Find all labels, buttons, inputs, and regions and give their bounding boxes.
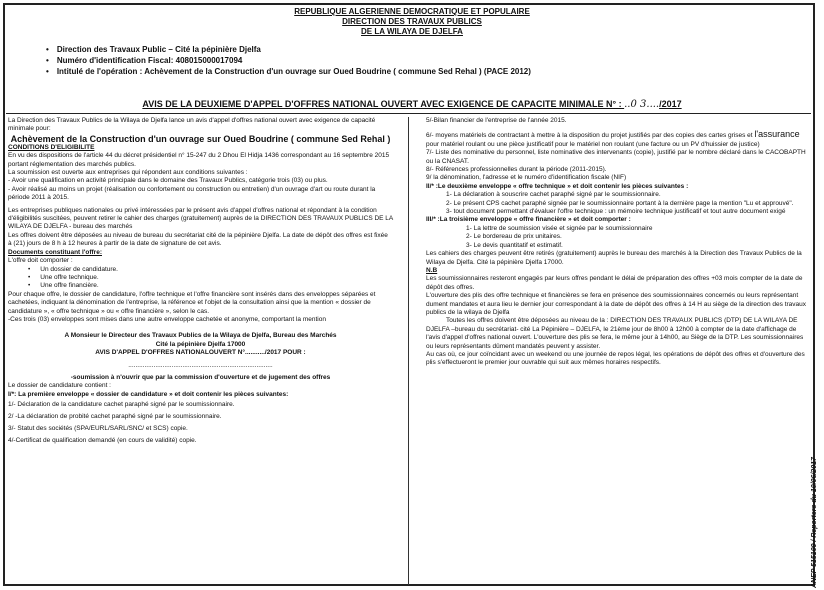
operation-title: Achèvement de la Construction d'un ouvrage sur Oued Boudrine ( commune Sed Rehal ) [10, 133, 391, 144]
nb-text: Au cas où, ce jour coïncidant avec un weekend ou une journée de repos légal, les opérations de dépôt des offres et d'ouverture des plis s'effectueront le premier jour ouvrable qui suit aux mêmes horaires respectifs. [426, 350, 805, 367]
dossier-item: 3/- Statut des sociétés (SPA/EURL/SARL/SNC/ et SCS) copie. [8, 425, 188, 433]
avis-title-text: AVIS DE LA DEUXIEME D'APPEL D'OFFRES NATIONAL OUVERT AVEC EXIGENCE DE CAPACITE MINIMALE N° : [142, 99, 625, 109]
envelope-3-item: 1- La lettre de soumission visée et signée par le soumissionnaire [466, 224, 653, 232]
document-item: • Un dossier de candidature. [8, 266, 393, 274]
document-item: • Une offre financière. [8, 282, 393, 290]
header-line-2: DIRECTION DES TRAVAUX PUBLICS [342, 17, 482, 26]
dossier-intro: Le dossier de candidature contient : [8, 382, 111, 390]
paragraph: -Ces trois (03) enveloppes sont mises dans une autre enveloppe cachetée et anonyme, comportant la mention [8, 315, 326, 323]
conditions-text-2: La soumission est ouverte aux entreprises qui répondent aux conditions suivantes : [8, 169, 248, 177]
documents-intro: L'offre doit comporter : [8, 257, 73, 265]
nb-text: L'ouverture des plis des offre technique et financières se fera en présence des soumissionnaires concernés ou leurs représentant dument mandates et aura lieu le dernier jour correspondant à la date de dépôt des offres à 14 H au siège de la direction des travaux publics de la wilaya de Djelfa [426, 292, 807, 316]
right-item: 9/ la dénomination, l'adresse et le numéro d'identification fiscale (NIF) [426, 174, 627, 182]
cahiers-note: Les cahiers des charges peuvent être retirés (gratuitement) auprès le bureau des marchés à la Direction des Travaux Publics de la Wilaya de Djelfa. Cité la pépinière Djelfa 17000. [426, 250, 802, 266]
envelope-3-title: III/* :La troisième enveloppe « offre financière » et doit comporter : [426, 216, 631, 224]
envelope-3-item: 2- Le bordereau de prix unitaires. [466, 233, 562, 241]
dossier-item: 1/- Déclaration de la candidature cachet paraphé signé par le soumissionnaire. [8, 401, 235, 409]
dotted-line: ................................................................................ [128, 361, 273, 369]
right-item: 8/- Références professionnelles durant la période (2011-2015). [426, 166, 607, 174]
dossier-item: 2/ -La déclaration de probité cachet paraphé signé par le soumissionnaire. [8, 413, 222, 421]
nb-title: N.B [426, 266, 438, 274]
right-item-text: pour matériel roulant ou une pièce justificatif pour le matériel non roulant (une facture ou un PV d'huissier de justice) [426, 140, 760, 148]
envelope-2-item: 2- Le présent CPS cachet paraphé signée par le soumissionnaire portant à la dernière page la mention "Lu et approuvé". [446, 199, 794, 207]
right-item-emphasis: l'assurance [754, 129, 800, 140]
paragraph: Les offres doivent être déposées au niveau de bureau du secrétariat cité de la pépinière Djelfa. La date de dépôt des offres est fixée à (21) jours de 8 h à 12 heures à partir de la date de signature de cet avis. [8, 231, 388, 248]
nb-text: Les soumissionnaires resteront engagés par leurs offres pendant le délai de préparation des offres +03 mois compter de la date de dépôt des offres. [426, 275, 803, 291]
address-line: A Monsieur le Directeur des Travaux Publics de la Wilaya de Djelfa, Bureau des Marchés [64, 332, 337, 340]
right-item-text: 6/- moyens matériels de contractant à mettre à la disposition du projet justifiés par des copies des cartes grises et [426, 132, 753, 140]
header-line-1: REPUBLIQUE ALGERIENNE DEMOCRATIQUE ET POPULAIRE [294, 7, 530, 16]
envelope-2-item: 1- La déclaration à souscrire cachet paraphé signé par le soumissionnaire. [446, 191, 661, 199]
condition-item: - Avoir réalisé au moins un projet (réalisation ou confortement ou construction ou entretien) d'un ouvrage d'art ou route durant la période 2011 à 2015. [8, 185, 376, 202]
left-column [8, 117, 393, 447]
info-item: • Direction des Travaux Public – Cité la pépinière Djelfa [46, 44, 531, 55]
divider [6, 113, 811, 114]
address-line: Cité la pépinière Djelfa 17000 [155, 340, 246, 348]
header-line-3: DE LA WILAYA DE DJELFA [361, 27, 463, 36]
condition-item: - Avoir une qualification en activité principale dans le domaine des Travaux Publics, catégorie trois (03) ou plus. [8, 177, 328, 185]
info-item: • Intitulé de l'opération : Achèvement de la Construction d'un ouvrage sur Oued Boudrine ( commune Sed Rehal ) (PACE 2012) [46, 66, 531, 77]
envelope-3-item: 3- Le devis quantitatif et estimatif. [466, 241, 563, 249]
documents-title: Documents constituant l'offre: [8, 248, 102, 256]
nb-text: Toutes les offres doivent être déposées au niveau de la : DIRECTION DES TRAVAUX PUBLICS (DTP) DE LA WILAYA DE DJELFA –bureau du secrétariat- cité La Pépinière – DJELFA, le 21ème jour de 8h00 à 12h00 à compter de la date d'affichage de l'avis d'appel d'offres national ouvert. L'ouverture des plis se fera, le même jour à 14h00, au Siège de la DTP. Les soumissionnaires ou leurs représentants dûment mandatés peuvent y assister. [426, 317, 804, 350]
conditions-text: En vu des dispositions de l'article 44 du décret présidentiel n° 15-247 du 2 Dhou El Hidja 1436 correspondant au 16 septembre 2015 portant réglementation des marchés publics. [8, 152, 390, 168]
paragraph: Les entreprises publiques nationales ou privé intéressées par le présent avis d'appel d'offres national et répondant à la condition d'éligibilités suscitées, peuvent retirer le cahier des charges (gratuitement) auprès de la DIRECTION DES TRAVAUX PUBLICS DE LA WILAYA DE DJELFA - bureau des marchés [8, 206, 393, 231]
address-line: AVIS D'APPEL D'OFFRES NATIONALOUVERT N°.........../2017 POUR : [95, 349, 306, 357]
avis-title [0, 98, 824, 111]
conditions-title: CONDITIONS D'ELIGIBILITE [8, 143, 95, 151]
avis-year: /2017 [659, 99, 682, 109]
envelope-1-title: I/*: La première enveloppe « dossier de candidature » et doit contenir les pièces suivantes: [8, 390, 289, 398]
right-item [426, 129, 806, 149]
info-item: • Numéro d'identification Fiscal: 408015000017094 [46, 55, 531, 66]
side-stamp [811, 330, 821, 590]
right-item: 7/- Liste des nominative du personnel, liste nominative des intervenants (copie), justifié par le nombre déclaré dans le CACOBAPTH ou la CNASAT. [426, 149, 806, 165]
avis-number: ..0 3.... [624, 99, 660, 110]
side-stamp-text: ANEP 515109 / Reporters du 10/06/2017 [811, 457, 818, 588]
info-list [46, 44, 531, 77]
header [0, 7, 824, 37]
envelope-2-title: II/* :Le deuxième enveloppe « offre technique » et doit contenir les pièces suivantes : [426, 182, 689, 190]
soumission-note: -soumission à n'ouvrir que par la commission d'ouverture et de jugement des offres [70, 373, 331, 381]
column-divider [408, 117, 409, 585]
dossier-item: 4/-Certificat de qualification demandé (en cours de validité) copie. [8, 437, 197, 445]
document-item: • Une offre technique. [8, 274, 393, 282]
right-item: 5/-Bilan financier de l'entreprise de l'année 2015. [426, 117, 567, 124]
right-column [426, 117, 806, 368]
envelope-2-item: 3- tout document permettant d'évaluer l'offre technique : un mémoire technique justificatif et tout autre document exigé [446, 208, 786, 216]
paragraph: Pour chaque offre, le dossier de candidature, l'offre technique et l'offre financière sont insérés dans des enveloppes séparées et cachetées, indiquant la dénomination de l'entreprise, la référence et l'objet de la consultation ainsi que la mention « dossier de candidature », « offre technique » ou « offre financière », selon le cas. [8, 290, 376, 315]
intro: La Direction des Travaux Publics de la Wilaya de Djelfa lance un avis d'appel d'offres national ouvert avec exigence de capacité minimale pour: [8, 117, 376, 133]
